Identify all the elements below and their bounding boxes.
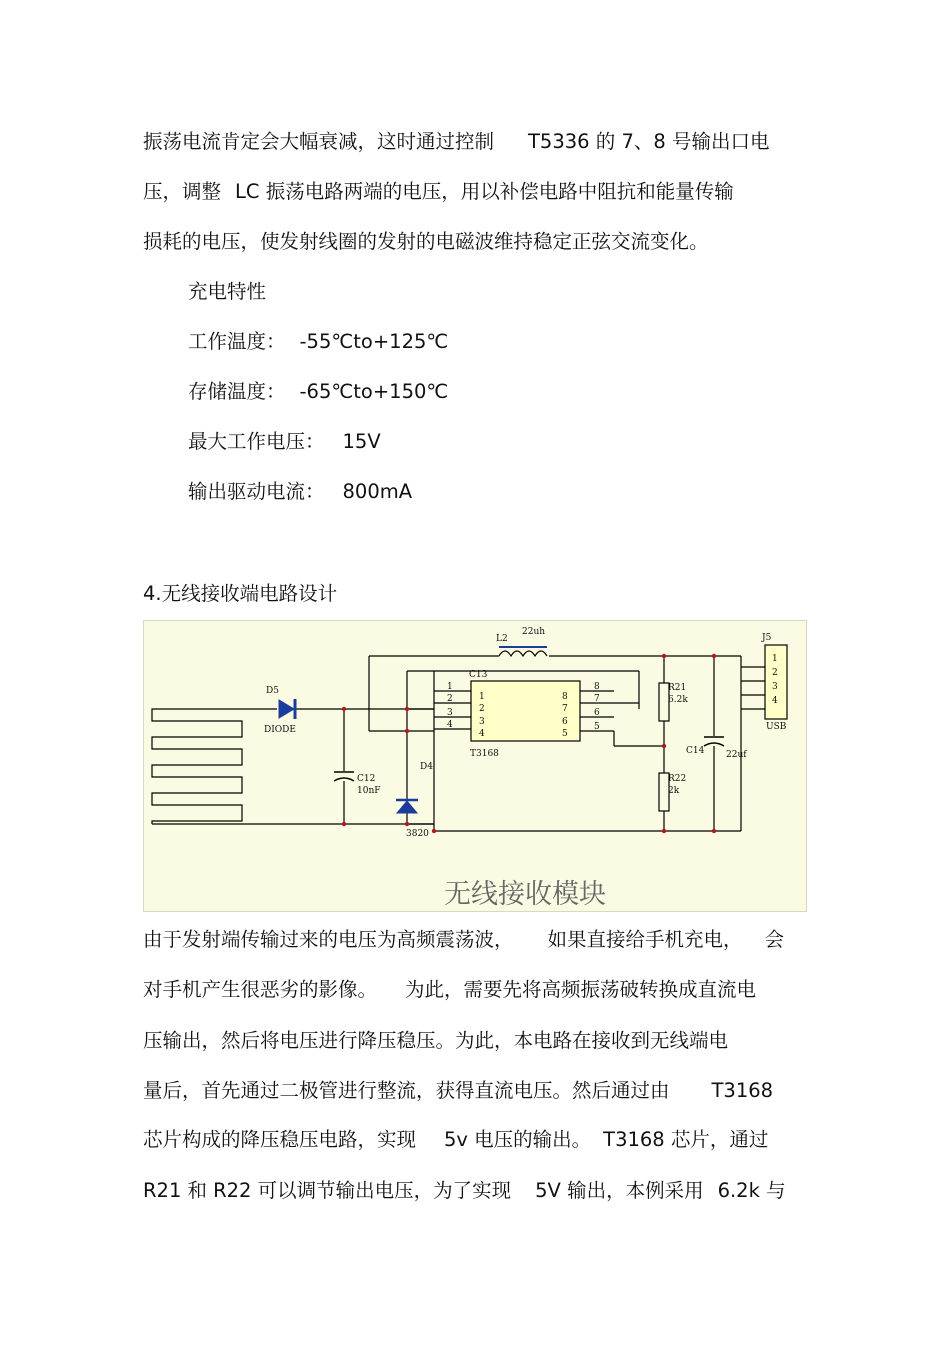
usb-pin: 2 bbox=[772, 668, 778, 678]
text-segment: 5V 输出，本例采用 bbox=[535, 1179, 704, 1202]
text-segment: 如果直接给手机充电， bbox=[547, 928, 743, 951]
label-l2-value: 22uh bbox=[522, 627, 546, 637]
spec-label: 输出驱动电流： bbox=[188, 480, 325, 503]
text-segment: R22 可以调节输出电压，为了实现 bbox=[213, 1179, 512, 1202]
label-r22: R22 bbox=[668, 774, 687, 784]
pin-outer: 4 bbox=[447, 720, 453, 730]
label-c12: C12 bbox=[357, 774, 376, 784]
spec-row bbox=[188, 480, 412, 504]
label-r22-value: 2k bbox=[668, 786, 680, 796]
usb-pin: 1 bbox=[772, 654, 778, 664]
paragraph-line bbox=[143, 130, 769, 154]
label-r21-value: 6.2k bbox=[668, 695, 688, 705]
specs-heading: 充电特性 bbox=[188, 280, 267, 303]
pin-outer: 8 bbox=[594, 682, 600, 692]
text-segment: 6.2k 与 bbox=[717, 1179, 786, 1202]
circuit-schematic bbox=[144, 621, 806, 911]
capacitor-c12 bbox=[334, 772, 354, 781]
text-segment: LC 振荡电路两端的电压，用以补偿电路中阻抗和能量传输 bbox=[235, 180, 734, 203]
pin-outer: 7 bbox=[594, 694, 600, 704]
text-segment: 量后，首先通过二极管进行整流，获得直流电压。然后通过由 bbox=[143, 1079, 670, 1102]
text-segment: 会 bbox=[764, 928, 785, 951]
pin-inner: 5 bbox=[562, 729, 568, 739]
text-segment: T3168 芯片，通过 bbox=[603, 1128, 769, 1151]
label-t3168: T3168 bbox=[470, 749, 499, 759]
diode-d5 bbox=[279, 699, 295, 719]
label-c13: C13 bbox=[469, 670, 488, 680]
text-segment: R21 和 bbox=[143, 1179, 208, 1202]
diode-d4 bbox=[396, 800, 418, 813]
text-segment: 5v 电压的输出。 bbox=[444, 1128, 592, 1151]
circuit-diagram bbox=[143, 620, 807, 912]
text-segment: 振荡电流肯定会大幅衰减，这时通过控制 bbox=[143, 130, 495, 153]
label-j5: J5 bbox=[762, 633, 772, 643]
pin-inner: 6 bbox=[562, 717, 568, 727]
label-diode: DIODE bbox=[264, 725, 296, 735]
spec-label: 工作温度： bbox=[188, 330, 286, 353]
spec-value: -65℃to+150℃ bbox=[299, 380, 449, 403]
label-c14: C14 bbox=[686, 746, 705, 756]
text-segment: 压，调整 bbox=[143, 180, 222, 203]
paragraph-line bbox=[143, 1179, 786, 1203]
text-segment: T5336 的 7、8 号输出口电 bbox=[528, 130, 770, 153]
label-d4-value: 3820 bbox=[406, 829, 429, 839]
pin-inner: 7 bbox=[562, 704, 568, 714]
spec-label: 最大工作电压： bbox=[188, 430, 325, 453]
text-segment: 芯片构成的降压稳压电路，实现 bbox=[143, 1128, 417, 1151]
text-segment: 对手机产生很恶劣的影像。 bbox=[143, 978, 378, 1001]
paragraph-line: 压输出，然后将电压进行降压稳压。为此，本电路在接收到无线端电 bbox=[143, 1029, 729, 1052]
label-l2: L2 bbox=[496, 634, 508, 644]
paragraph-line bbox=[143, 1128, 768, 1152]
pin-inner: 2 bbox=[479, 704, 485, 714]
pin-inner: 3 bbox=[479, 717, 485, 727]
label-c12-value: 10nF bbox=[357, 786, 381, 796]
circuit-caption: 无线接收模块 bbox=[444, 879, 606, 910]
spec-row bbox=[188, 380, 448, 404]
paragraph-line: 损耗的电压，使发射线圈的发射的电磁波维持稳定正弦交流变化。 bbox=[143, 230, 709, 253]
pin-outer: 2 bbox=[447, 694, 453, 704]
spec-row bbox=[188, 330, 448, 354]
pin-outer: 1 bbox=[447, 682, 453, 692]
pin-inner: 8 bbox=[562, 692, 568, 702]
label-d4: D4 bbox=[420, 762, 433, 772]
pin-outer: 3 bbox=[447, 708, 453, 718]
paragraph-line bbox=[143, 928, 784, 952]
text-segment: T3168 bbox=[711, 1079, 774, 1102]
paragraph-line bbox=[143, 978, 756, 1002]
label-r21: R21 bbox=[668, 683, 687, 693]
pin-outer: 5 bbox=[594, 722, 600, 732]
inductor-l2 bbox=[499, 651, 547, 656]
spec-label: 存储温度： bbox=[188, 380, 286, 403]
text-segment: 为此，需要先将高频振荡破转换成直流电 bbox=[405, 978, 757, 1001]
label-usb: USB bbox=[766, 722, 787, 732]
label-d5: D5 bbox=[266, 686, 279, 696]
usb-pin: 4 bbox=[772, 696, 778, 706]
spec-value: -55℃to+125℃ bbox=[299, 330, 449, 353]
paragraph-line bbox=[143, 180, 734, 204]
spec-row bbox=[188, 430, 381, 454]
label-c14-value: 22uf bbox=[726, 750, 747, 760]
pin-inner: 4 bbox=[479, 729, 485, 739]
paragraph-line bbox=[143, 1079, 773, 1103]
spec-value: 15V bbox=[342, 430, 381, 453]
capacitor-c14 bbox=[704, 737, 724, 746]
section-heading: 4.无线接收端电路设计 bbox=[143, 582, 338, 605]
spec-value: 800mA bbox=[342, 480, 413, 503]
pin-outer: 6 bbox=[594, 708, 600, 718]
usb-pin: 3 bbox=[772, 682, 778, 692]
text-segment: 由于发射端传输过来的电压为高频震荡波， bbox=[143, 928, 514, 951]
pin-inner: 1 bbox=[479, 692, 485, 702]
